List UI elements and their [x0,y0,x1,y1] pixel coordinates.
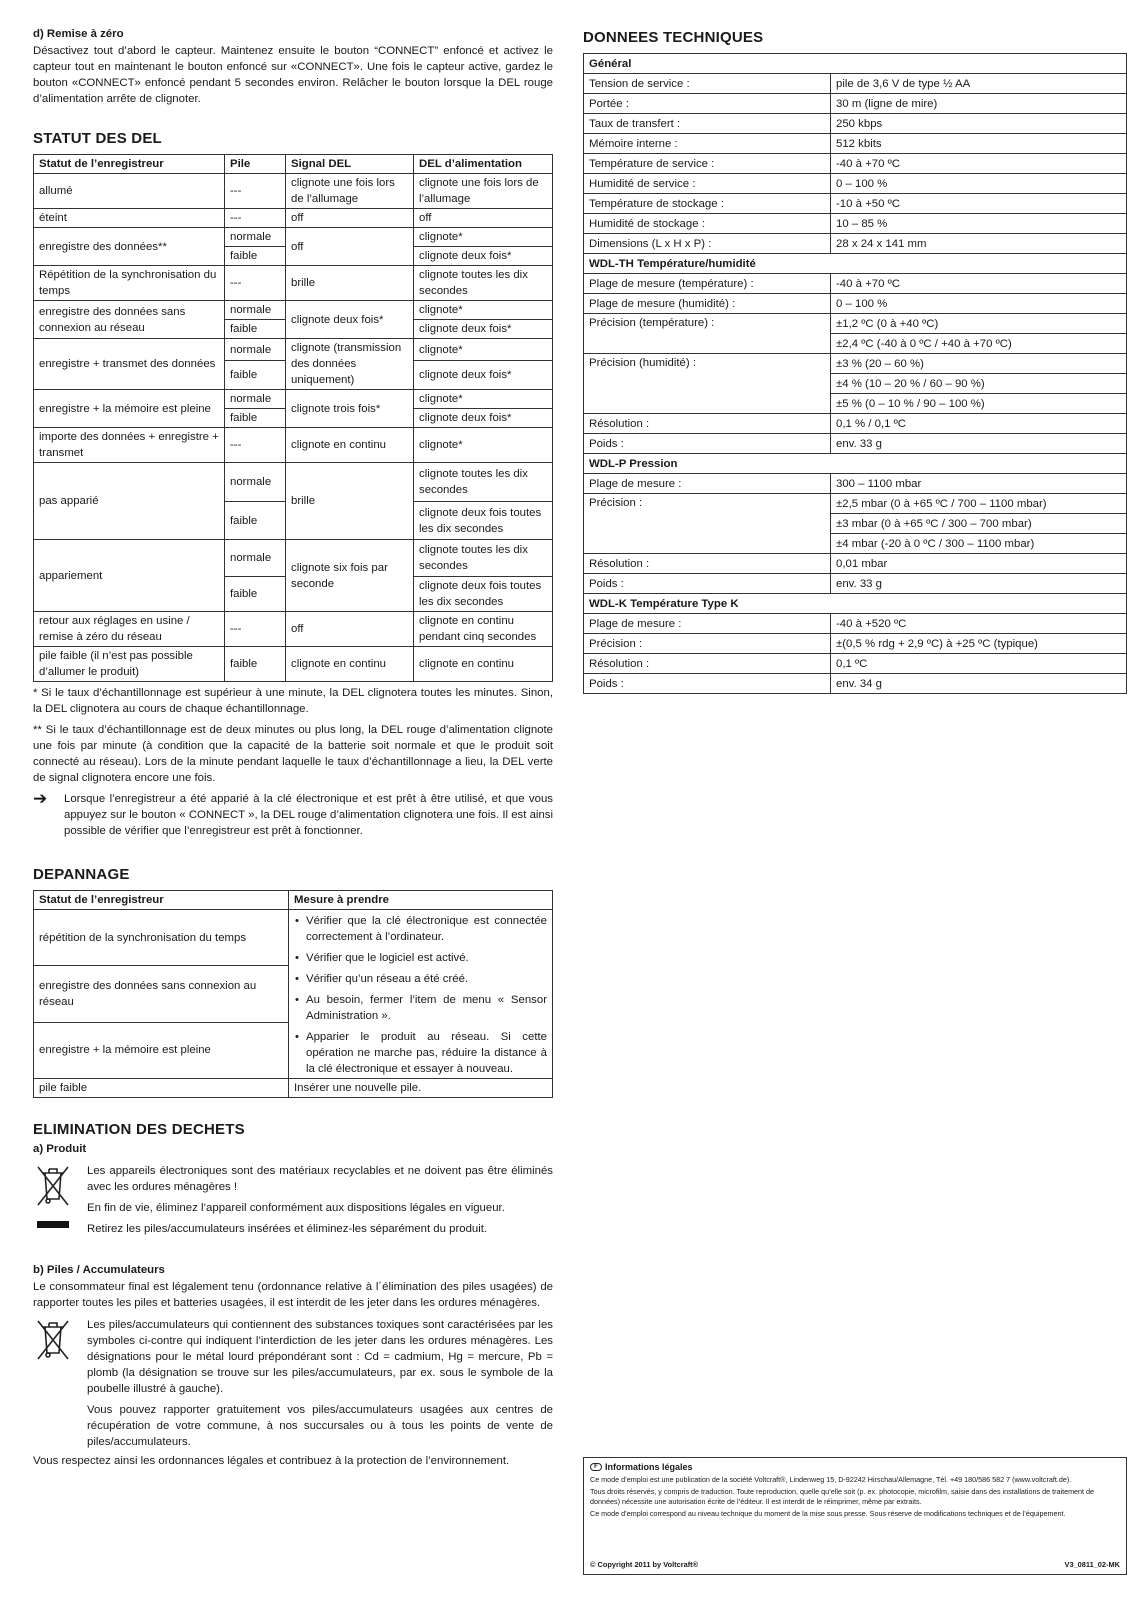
battery-cell: faible [225,577,286,612]
table-row [584,114,1127,134]
power-cell: clignote deux fois* [414,361,553,390]
reset-text: Désactivez tout d’abord le capteur. Maintenez ensuite le bouton “CONNECT” enfoncé et activez le capteur tout en maintenant le bouton enfoncé sur «CONNECT». Une fois le capteur active, gardez le bouton «CONNECT» enfoncé pendant 5 secondes environ. Relâcher le bouton lorsque la DEL rouge d’alimentation arrête de clignoter. [33,45,553,105]
spec-label: Poids : [584,434,831,454]
spec-value: 28 x 24 x 141 mm [831,234,1127,254]
spec-label: Poids : [584,574,831,594]
spec-label: Température de stockage : [584,194,831,214]
header-cell: DEL d’alimentation [414,155,553,174]
status-cell: enregistre + la mémoire est pleine [34,1022,289,1078]
table-row [34,647,553,682]
troubleshooting-table [33,890,553,1098]
spec-value: -40 à +70 ºC [831,274,1127,294]
arrow-note-text: Lorsque l’enregistreur a été apparié à la clé électronique et est prêt à être utilisé, et que vous appuyez sur le bouton « CONNECT », la DEL rouge d’alimentation clignotera une fois. Il est ainsi possible de vérifier que l’enregistreur est prêt à fonctionner. [64,793,553,837]
waste-bin-icon [33,1163,87,1246]
footnote-double-star: ** Si le taux d’échantillonnage est de deux minutes ou plus long, la DEL rouge d’alimentation clignote une fois par minute (à condition que la capacité de la batterie soit normale et que le produit soit connecté au réseau). Lors de la minute pendant laquelle le taux d’échantillonnage a lieu, la DEL verte de signal clignotera encore une fois. [33,724,553,784]
table-row [34,612,553,647]
document-code: V3_0811_02-MK [1064,1560,1120,1569]
status-cell: enregistre des données** [34,228,225,266]
table-row [584,674,1127,694]
status-cell: enregistre des données sans connexion au réseau [34,966,289,1022]
header-cell: Statut de l’enregistreur [34,891,289,910]
power-cell: clignote* [414,228,553,247]
spec-value: ±1,2 ºC (0 à +40 ºC) [831,314,1127,334]
power-cell: clignote en continu pendant cinq secondes [414,612,553,647]
table-row [584,654,1127,674]
table-row [584,614,1127,634]
table-row [584,494,1127,514]
signal-cell: clignote trois fois* [286,390,414,428]
table-row [34,910,553,966]
table-row [34,266,553,301]
table-row [584,74,1127,94]
power-cell: clignote* [414,339,553,361]
power-cell: clignote deux fois* [414,247,553,266]
table-row [584,574,1127,594]
spec-value: 512 kbits [831,134,1127,154]
battery-cell: --- [225,266,286,301]
table-row [584,634,1127,654]
legal-paragraph: Ce mode d’emploi correspond au niveau technique du moment de la mise sous presse. Sous réserve de modifications techniques et de l’équipement. [590,1509,1066,1518]
power-cell: clignote en continu [414,647,553,682]
reset-section [33,26,553,107]
tech-specs-table [583,53,1127,694]
list-item: • Vérifier qu’un réseau a été créé. [294,971,547,987]
spec-value: ±4 mbar (-20 à 0 ºC / 300 – 1100 mbar) [831,534,1127,554]
section-row [584,254,1127,274]
power-cell: clignote* [414,428,553,463]
power-cell: off [414,209,553,228]
power-cell: clignote deux fois toutes les dix secondes [414,577,553,612]
header-cell: Mesure à prendre [289,891,553,910]
battery-cell: faible [225,320,286,339]
spec-value: -10 à +50 ºC [831,194,1127,214]
copyright-text: © Copyright 2011 by Voltcraft® [590,1560,699,1569]
table-row [584,354,1127,374]
batteries-subtitle: b) Piles / Accumulateurs [33,1264,165,1276]
legal-title: Informations légales [605,1462,693,1472]
table-row [584,554,1127,574]
power-cell: clignote toutes les dix secondes [414,463,553,502]
power-cell: clignote deux fois toutes les dix secondes [414,502,553,540]
table-row [584,414,1127,434]
product-text: Retirez les piles/accumulateurs insérées et éliminez-les séparément du produit. [87,1223,488,1235]
battery-cell: normale [225,339,286,361]
spec-label: Température de service : [584,154,831,174]
table-row [34,339,553,361]
legal-title-row [590,1462,1120,1472]
table-row [34,301,553,320]
table-row [584,234,1127,254]
list-item: • Vérifier que le logiciel est activé. [294,950,547,966]
spec-value: -40 à +520 ºC [831,614,1127,634]
status-cell: Répétition de la synchronisation du temps [34,266,225,301]
table-row [34,540,553,577]
header-cell: Signal DEL [286,155,414,174]
spec-value: ±4 % (10 – 20 % / 60 – 90 %) [831,374,1127,394]
signal-cell: clignote (transmission des données uniquement) [286,339,414,390]
power-cell: clignote une fois lors de l’allumage [414,174,553,209]
signal-cell: brille [286,266,414,301]
spec-label: Tension de service : [584,74,831,94]
disposal-heading: ELIMINATION DES DECHETS [33,1121,245,1138]
power-cell: clignote* [414,390,553,409]
battery-cell: faible [225,502,286,540]
signal-cell: clignote en continu [286,647,414,682]
section-title: Général [584,54,1127,74]
battery-cell: normale [225,540,286,577]
spec-label: Résolution : [584,554,831,574]
table-row [584,194,1127,214]
battery-cell: --- [225,612,286,647]
reset-title: d) Remise à zéro [33,28,124,40]
status-cell: pas apparié [34,463,225,540]
signal-cell: clignote deux fois* [286,301,414,339]
spec-label: Taux de transfert : [584,114,831,134]
section-row [584,594,1127,614]
table-row [584,314,1127,334]
section-row [584,54,1127,74]
table-row [584,474,1127,494]
status-cell: importe des données + enregistre + transmet [34,428,225,463]
spec-label: Dimensions (L x H x P) : [584,234,831,254]
spec-value: ±2,4 ºC (-40 à 0 ºC / +40 à +70 ºC) [831,334,1127,354]
table-row [34,209,553,228]
signal-cell: brille [286,463,414,540]
product-text: Les appareils électroniques sont des matériaux recyclables et ne doivent pas être éliminés avec les ordures ménagères ! [87,1165,553,1193]
battery-cell: faible [225,361,286,390]
batteries-text: Les piles/accumulateurs qui contiennent des substances toxiques sont caractérisées par les symboles ci-contre qui indiquent l’interdiction de les jeter dans les ordures ménagères. Les désignations pour le métal lourd prépondérant sont : Cd = cadmium, Hg = mercure, Pb = plomb (la désignation se trouve sur les piles/accumulateurs, par ex. sous le symbole de la poubelle illustré à gauche). [87,1319,553,1395]
arrow-right-icon: ➔ [33,789,48,808]
list-item: • Au besoin, fermer l’item de menu « Sensor Administration ». [294,992,547,1024]
signal-cell: off [286,228,414,266]
spec-label: Poids : [584,674,831,694]
battery-cell: normale [225,463,286,502]
header-cell: Pile [225,155,286,174]
battery-cell: faible [225,647,286,682]
power-cell: clignote toutes les dix secondes [414,540,553,577]
battery-bin-icon [33,1317,87,1455]
power-cell: clignote toutes les dix secondes [414,266,553,301]
spec-value: 0,1 % / 0,1 ºC [831,414,1127,434]
measures-list [294,913,547,1077]
spec-value: 0,01 mbar [831,554,1127,574]
spec-label: Mémoire interne : [584,134,831,154]
spec-label: Humidité de service : [584,174,831,194]
section-title: WDL-K Température Type K [584,594,1127,614]
table-row [584,274,1127,294]
spec-label: Plage de mesure (humidité) : [584,294,831,314]
status-cell: pile faible [34,1079,289,1098]
power-cell: clignote deux fois* [414,409,553,428]
legal-info-box [583,1457,1127,1575]
tech-heading: DONNEES TECHNIQUES [583,29,764,46]
measures-cell [289,910,553,1079]
table-row [584,434,1127,454]
spec-label: Plage de mesure : [584,474,831,494]
list-item: • Vérifier que la clé électronique est connectée correctement à l’ordinateur. [294,913,547,945]
product-disposal [33,1163,553,1246]
section-title: WDL-TH Température/humidité [584,254,1127,274]
spec-label: Plage de mesure : [584,614,831,634]
battery-cell: normale [225,390,286,409]
spec-value: ±(0,5 % rdg + 2,9 ºC) à +25 ºC (typique) [831,634,1127,654]
spec-label: Résolution : [584,654,831,674]
table-row [584,174,1127,194]
table-header-row [34,155,553,174]
battery-cell: normale [225,301,286,320]
table-row [584,134,1127,154]
status-cell: enregistre des données sans connexion au réseau [34,301,225,339]
battery-cell: --- [225,428,286,463]
signal-cell: clignote en continu [286,428,414,463]
section-title: WDL-P Pression [584,454,1127,474]
measure-cell: Insérer une nouvelle pile. [289,1079,553,1098]
status-cell: enregistre + transmet des données [34,339,225,390]
spec-value: 30 m (ligne de mire) [831,94,1127,114]
product-disposal-text [87,1163,553,1246]
section-row [584,454,1127,474]
spec-label: Précision : [584,634,831,654]
spec-value: ±3 % (20 – 60 %) [831,354,1127,374]
status-cell: enregistre + la mémoire est pleine [34,390,225,428]
batteries-text: Vous pouvez rapporter gratuitement vos piles/accumulateurs usagées aux centres de récupération de votre commune, à nos succursales ou à tous les points de vente de piles/accumulateurs. [87,1404,553,1448]
spec-value: ±5 % (0 – 10 % / 90 – 100 %) [831,394,1127,414]
spec-value: 0,1 ºC [831,654,1127,674]
batteries-disposal [33,1317,553,1455]
table-row [584,154,1127,174]
status-cell: allumé [34,174,225,209]
spec-label: Humidité de stockage : [584,214,831,234]
status-cell: répétition de la synchronisation du temps [34,910,289,966]
battery-cell: --- [225,209,286,228]
spec-value: 250 kbps [831,114,1127,134]
legal-paragraph: Ce mode d’emploi est une publication de la société Voltcraft®, Lindenweg 15, D-92242 Hirschau/Allemagne, Tél. +49 180/586 582 7 (www.voltcraft.de). [590,1475,1072,1484]
header-cell: Statut de l’enregistreur [34,155,225,174]
signal-cell: clignote une fois lors de l’allumage [286,174,414,209]
power-cell: clignote deux fois* [414,320,553,339]
spec-value: 300 – 1100 mbar [831,474,1127,494]
spec-value: ±3 mbar (0 à +65 ºC / 300 – 700 mbar) [831,514,1127,534]
battery-cell: faible [225,409,286,428]
product-subtitle: a) Produit [33,1143,87,1155]
battery-cell: normale [225,228,286,247]
spec-value: 10 – 85 % [831,214,1127,234]
spec-value: env. 34 g [831,674,1127,694]
spec-label: Précision (température) : [584,314,831,354]
spec-value: env. 33 g [831,574,1127,594]
status-cell: pile faible (il n’est pas possible d’allumer le produit) [34,647,225,682]
table-row [34,390,553,409]
arrow-note [33,791,553,839]
status-cell: éteint [34,209,225,228]
spec-value: ±2,5 mbar (0 à +65 ºC / 700 – 1100 mbar) [831,494,1127,514]
spec-label: Plage de mesure (température) : [584,274,831,294]
language-badge-icon: F [590,1463,602,1471]
signal-cell: clignote six fois par seconde [286,540,414,612]
list-item: • Apparier le produit au réseau. Si cette opération ne marche pas, réduire la distance à la clé électronique et essayer à nouveau. [294,1029,547,1077]
table-row [584,214,1127,234]
troubleshooting-heading: DEPANNAGE [33,866,130,883]
spec-value: 0 – 100 % [831,174,1127,194]
battery-cell: --- [225,174,286,209]
spec-value: env. 33 g [831,434,1127,454]
table-row [34,228,553,247]
battery-cell: faible [225,247,286,266]
legal-paragraph: Tous droits réservés, y compris de traduction. Toute reproduction, quelle qu’elle soit (p. ex. photocopie, microfilm, saisie dans des installations de traitement de données) nécessite une autorisation écrite de l’éditeur. Il est interdit de le réimprimer, même par extraits. [590,1487,1095,1506]
table-header-row [34,891,553,910]
product-text: En fin de vie, éliminez l’appareil conformément aux dispositions légales en vigueur. [87,1202,505,1214]
spec-label: Résolution : [584,414,831,434]
spec-label: Précision (humidité) : [584,354,831,414]
batteries-intro: Le consommateur final est légalement tenu (ordonnance relative à l´élimination des piles usagées) de rapporter toutes les piles et batteries usagées, il est interdit de les jeter dans les ordures ménagères. [33,1281,553,1309]
signal-cell: off [286,209,414,228]
spec-label: Précision : [584,494,831,554]
spec-value: pile de 3,6 V de type ½ AA [831,74,1127,94]
table-row [34,1079,553,1098]
footnote-single-star: * Si le taux d’échantillonnage est supérieur à une minute, la DEL clignotera toutes les minutes. Sinon, la DEL clignotera au cours de chaque échantillonnage. [33,687,553,715]
table-row [34,428,553,463]
closing-text: Vous respectez ainsi les ordonnances légales et contribuez à la protection de l’environnement. [33,1455,510,1467]
table-row [34,174,553,209]
batteries-disposal-text [87,1317,553,1455]
table-row [584,294,1127,314]
power-cell: clignote* [414,301,553,320]
signal-cell: off [286,612,414,647]
status-cell: appariement [34,540,225,612]
led-status-heading: STATUT DES DEL [33,130,162,147]
spec-value: -40 à +70 ºC [831,154,1127,174]
status-cell: retour aux réglages en usine / remise à zéro du réseau [34,612,225,647]
table-row [584,94,1127,114]
led-status-table [33,154,553,682]
spec-value: 0 – 100 % [831,294,1127,314]
spec-label: Portée : [584,94,831,114]
left-column [33,26,553,1469]
legal-footer [590,1560,1120,1570]
right-column [583,26,1127,694]
table-row [34,463,553,502]
